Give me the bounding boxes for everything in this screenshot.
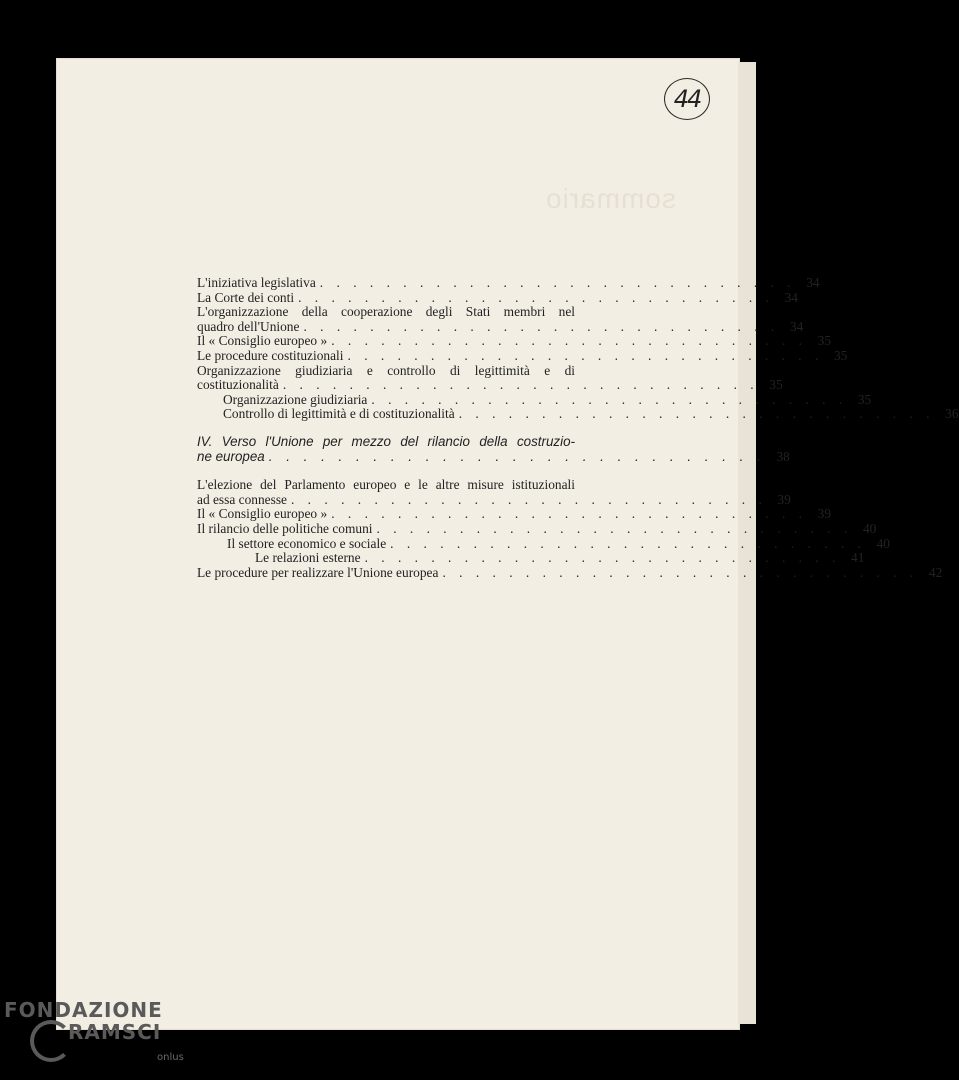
- toc-section-heading: IV. Verso l'Unione per mezzo del rilancio della costruzio- ne europea . . . . . . . . . . . . . . . . . . . . . . . . . . . . . 38: [197, 433, 790, 464]
- table-of-contents: [197, 275, 959, 580]
- toc-entry: La Corte dei conti . . . . . . . . . . . . . . . . . . . . . . . . . . . . . 34: [197, 289, 798, 305]
- bleed-through-heading: sommario: [545, 183, 676, 214]
- toc-entry: Il « Consiglio europeo » . . . . . . . . . . . . . . . . . . . . . . . . . . . . . 35: [197, 333, 832, 349]
- toc-entry: L'elezione del Parlamento europeo e le altre misure istituzionali ad essa connesse . . . . . . . . . . . . . . . . . . . . . . . . . . . . . 39: [197, 477, 791, 507]
- toc-subentry: Le relazioni esterne . . . . . . . . . . . . . . . . . . . . . . . . . . . . . 41: [255, 550, 865, 566]
- toc-entry: Organizzazione giudiziaria e controllo di legittimità e di costituzionalità . . . . . . . . . . . . . . . . . . . . . . . . . . . . . 35: [197, 362, 783, 393]
- toc-subentry: Controllo di legittimità e di costituzionalità . . . . . . . . . . . . . . . . . . . . . . . . . . . . . 36: [223, 406, 959, 422]
- toc-entry: Il rilancio delle politiche comuni . . . . . . . . . . . . . . . . . . . . . . . . . . . . . 40: [197, 520, 877, 536]
- toc-subentry: Il settore economico e sociale . . . . . . . . . . . . . . . . . . . . . . . . . . . . . 40: [227, 535, 890, 551]
- toc-entry: Le procedure per realizzare l'Unione europea . . . . . . . . . . . . . . . . . . . . . . . . . . . . . 42: [197, 564, 943, 580]
- handwritten-page-number: 44: [664, 78, 710, 120]
- toc-entry: L'organizzazione della cooperazione degli Stati membri nel quadro dell'Unione . . . . . . . . . . . . . . . . . . . . . . . . . . . . . 34: [197, 304, 804, 334]
- fondazione-gramsci-logo: FONDAZIONE RAMSCI onlus: [4, 998, 184, 1063]
- logo-g-icon: [30, 1020, 72, 1062]
- toc-entry: L'iniziativa legislativa . . . . . . . . . . . . . . . . . . . . . . . . . . . . . 34: [197, 275, 820, 290]
- toc-subentry: Organizzazione giudiziaria . . . . . . . . . . . . . . . . . . . . . . . . . . . . . 35: [223, 391, 872, 407]
- toc-entry: Le procedure costituzionali . . . . . . . . . . . . . . . . . . . . . . . . . . . . . 35: [197, 347, 848, 363]
- toc-entry: Il « Consiglio europeo » . . . . . . . . . . . . . . . . . . . . . . . . . . . . . 39: [197, 506, 832, 522]
